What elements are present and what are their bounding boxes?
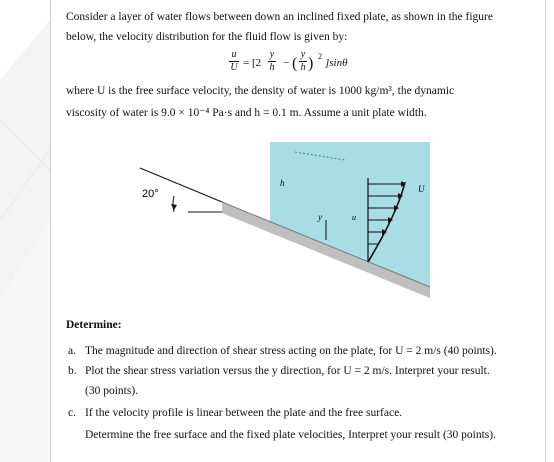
where-line-1: where U is the free surface velocity, the density of water is 1000 kg/m³, the dynamic xyxy=(66,85,455,97)
intro-line-2: below, the velocity distribution for the fluid flow is given by: xyxy=(66,31,348,43)
eq-minus: − xyxy=(283,57,290,69)
item-c-marker: c. xyxy=(68,407,76,419)
y-label: y xyxy=(318,212,322,222)
item-c-text: If the velocity profile is linear between the plate and the free surface. xyxy=(85,407,403,419)
u-label: u xyxy=(352,213,356,222)
determine-heading: Determine: xyxy=(66,319,122,331)
h-label: h xyxy=(280,178,285,188)
item-b-text: Plot the shear stress variation versus the y direction, for U = 2 m/s. Interpret your result. xyxy=(85,365,490,377)
item-b-marker: b. xyxy=(68,365,77,377)
eq-bracket-open: [2 xyxy=(252,57,262,69)
intro-line-1: Consider a layer of water flows between down an inclined fixed plate, as shown in the figure xyxy=(66,11,493,23)
eq-term1-fraction: y h xyxy=(269,49,275,73)
eq-paren-close: ) xyxy=(308,55,314,72)
where-line-2: viscosity of water is 9.0 × 10⁻⁴ Pa·s and h = 0.1 m. Assume a unit plate width. xyxy=(66,107,427,119)
angle-label: 20° xyxy=(142,188,159,200)
eq-paren-open: ( xyxy=(292,55,298,72)
eq-exponent: 2 xyxy=(318,52,322,61)
item-b-continuation: (30 points). xyxy=(85,385,139,397)
item-a-text: The magnitude and direction of shear stress acting on the plate, for U = 2 m/s (40 points). xyxy=(85,345,497,357)
eq-tail: ]sinθ xyxy=(325,57,348,69)
U-label: U xyxy=(418,184,425,194)
eq-equals: = xyxy=(243,57,250,69)
eq-term2-fraction: y h xyxy=(300,49,306,73)
item-c-continuation: Determine the free surface and the fixed plate velocities, Interpret your result (30 points). xyxy=(85,429,496,441)
inclined-plate-figure xyxy=(130,140,450,305)
eq-lhs-fraction: u U xyxy=(230,49,238,73)
item-a-marker: a. xyxy=(68,345,76,357)
